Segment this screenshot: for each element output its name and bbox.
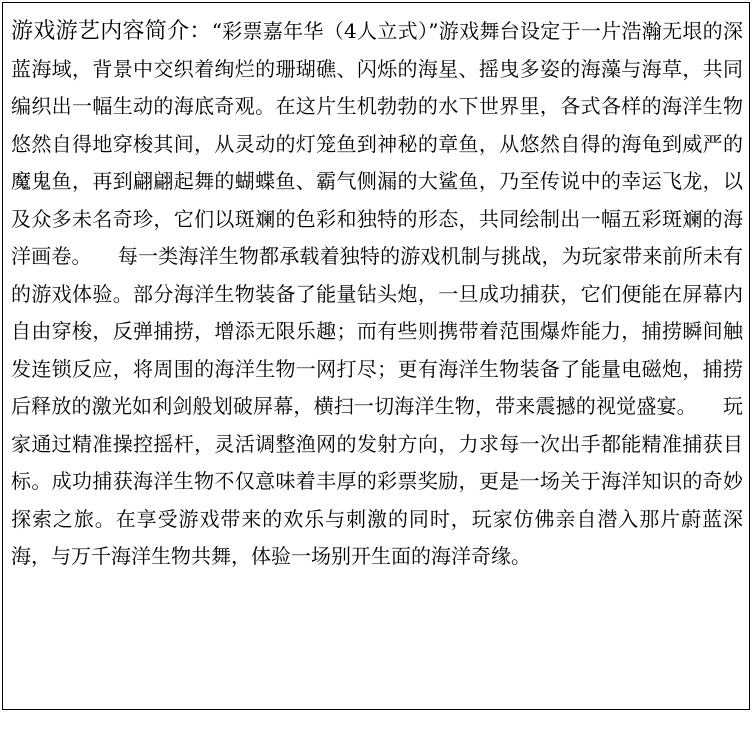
paragraph-2: 每一类海洋生物都承载着独特的游戏机制与挑战，为玩家带来前所未有的游戏体验。部分海洋生物装备了能量钻头炮，一旦成功捕获，它们便能在屏幕内自由穿梭，反弹捕捞，增添无限乐趣；而有些则携带着范围爆炸能力，捕捞瞬间触发连锁反应，将周围的海洋生物一网打尽；更有海洋生物装备了能量电磁炮，捕捞后释放的激光如利剑般划破屏幕，横扫一切海洋生物，带来震撼的视觉盛宴。 <box>11 244 744 418</box>
document-box <box>2 2 750 710</box>
paragraph-1: “彩票嘉年华（4人立式）”游戏舞台设定于一片浩瀚无垠的深蓝海域，背景中交织着绚烂的珊瑚礁、闪烁的海星、摇曳多姿的海藻与海草，共同编织出一幅生动的海底奇观。在这片生机勃勃的水下世界里，各式各样的海洋生物悠然自得地穿梭其间，从灵动的灯笼鱼到神秘的章鱼，从悠然自得的海龟到威严的魔鬼鱼，再到翩翩起舞的蝴蝶鱼、霸气侧漏的大鲨鱼，乃至传说中的幸运飞龙，以及众多未名奇珍，它们以斑斓的色彩和独特的形态，共同绘制出一幅五彩斑斓的海洋画卷。 <box>11 19 743 268</box>
paragraph-3: 玩家通过精准操控摇杆，灵活调整渔网的发射方向，力求每一次出手都能精准捕获目标。成功捕获海洋生物不仅意味着丰厚的彩票奖励，更是一场关于海洋知识的奇妙探索之旅。在享受游戏带来的欢乐与刺激的同时，玩家仿佛亲自潜入那片蔚蓝深海，与万千海洋生物共舞，体验一场别开生面的海洋奇缘。 <box>11 394 743 568</box>
document-body <box>11 13 743 576</box>
document-title: 游戏游艺内容简介： <box>11 19 212 44</box>
